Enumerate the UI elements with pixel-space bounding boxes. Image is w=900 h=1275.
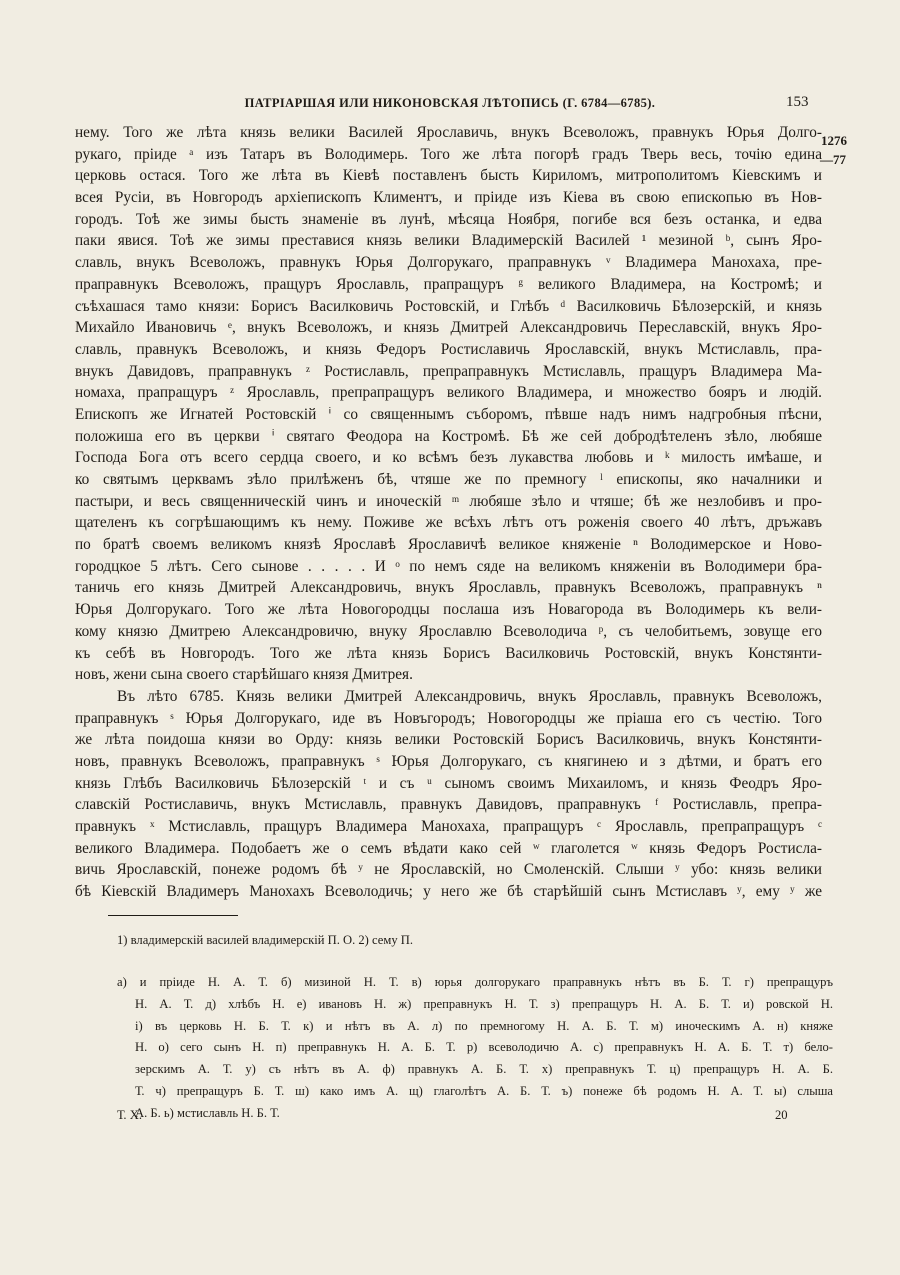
text-line: городъ. Тоѣ же зимы бысть знаменіе въ лунѣ, мѣсяца Ноября, погибе вся безъ останка, и едва bbox=[75, 210, 822, 228]
lettered-footnotes bbox=[117, 972, 833, 1125]
text-line: рукаго, пріиде ᵃ изъ Татаръ въ Володимерь. Того же лѣта погорѣ градъ Тверь весь, точію едина bbox=[75, 145, 822, 163]
text-line: церковь остася. Того же лѣта въ Кіевѣ поставленъ бысть Кириломъ, митрополитомъ Кіевскимъ и bbox=[75, 167, 822, 185]
numbered-footnotes: 1) владимерскій василей владимерскій П. О. 2) сему П. bbox=[117, 933, 414, 947]
volume-signature: Т. Х. bbox=[117, 1108, 142, 1122]
footnote-line: Н. о) сего сынъ Н. п) преправнукъ Н. А. Б. Т. р) всеволодичю А. с) преправнукъ Н. А. Б. Т. т) бело- bbox=[135, 1040, 833, 1055]
footnote-divider bbox=[108, 915, 238, 916]
text-line: Епископъ же Игнатей Ростовскій ⁱ со священнымъ съборомъ, пѣвше надъ нимъ надгробныя пѣсни, bbox=[75, 405, 822, 423]
text-line: всея Русіи, въ Новгородъ архіепископъ Климентъ, и пріиде изъ Кіева въ свою епископью въ Нов- bbox=[75, 189, 822, 207]
text-line: правнукъ ˣ Мстиславль, пращуръ Владимера Манохаха, прапращуръ ᶜ Ярославль, препрапращуръ ᶜ bbox=[75, 818, 822, 835]
text-line: праправнукъ Всеволожъ, пращуръ Ярославль, прапращуръ ᵍ великого Владимера, на Костромѣ; и bbox=[75, 275, 822, 293]
text-line: щателенъ къ согрѣшающимъ къ нему. Поживе же всѣхъ лѣтъ отъ роженія своего 40 лѣтъ, дръжавъ bbox=[75, 514, 822, 532]
text-line: новъ, правнукъ Всеволожъ, праправнукъ ˢ Юрья Долгорукаго, съ княгинею и з дѣтми, и братъ его bbox=[75, 752, 822, 770]
text-line: славскій Ростиславичь, внукъ Мстиславль, правнукъ Давидовъ, праправнукъ ᶠ Ростиславль, препра- bbox=[75, 796, 822, 814]
text-line: паки явися. Тоѣ же зимы преставися князь велики Владимерскій Василей ¹ мезиной ᵇ, сынъ Яро- bbox=[75, 232, 822, 250]
text-line: великого Владимера. Подобаетъ же о семъ вѣдати како сей ʷ глаголется ʷ князь Федоръ Ростисла- bbox=[75, 839, 822, 857]
footnote-line: Н. А. Т. д) хлѣбъ Н. е) ивановъ Н. ж) преправнукъ Н. Т. з) препращуръ Н. А. Б. Т. и) ровской Н. bbox=[135, 996, 833, 1011]
margin-year-77: —77 bbox=[820, 152, 846, 167]
text-line: съѣхашася тамо князи: Борисъ Василковичь Ростовскій, и Глѣбъ ᵈ Василковичь Бѣлозерскій, и князь bbox=[75, 297, 822, 315]
text-line: городцкое 5 лѣтъ. Сего сынове . . . . . И ᵒ по немъ сяде на великомъ княженіи въ Володимери бра- bbox=[75, 557, 822, 575]
text-line: къ себѣ въ Новгородъ. Того же лѣта князь Борисъ Василковичь Ростовскій, внукъ Констянти- bbox=[75, 644, 822, 662]
text-line: славль, внукъ Всеволожъ, правнукъ Юрья Долгорукаго, праправнукъ ᵛ Владимера Манохаха, пре- bbox=[75, 254, 822, 272]
running-title: ПАТРІАРШАЯ ИЛИ НИКОНОВСКАЯ ЛѢТОПИСЬ (Г. 6784—6785). bbox=[244, 96, 656, 110]
text-line: Господа Бога отъ всего сердца своего, и ко всѣмъ безъ лукавства любовь и ᵏ милость имѣаше, и bbox=[75, 449, 822, 467]
margin-year-1276: 1276 bbox=[821, 133, 847, 148]
text-line: Юрья Долгорукаго. Того же лѣта Новогородцы послаша изъ Новагорода въ Володимерь къ вели- bbox=[75, 601, 822, 619]
text-line: кому князю Дмитрею Александровичю, внуку Ярославлю Всеволодича ᵖ, съ челобитьемъ, зовуще его bbox=[75, 622, 822, 640]
text-line: ко святымъ церквамъ зѣло прилѣженъ бѣ, чтяше же по премногу ˡ епископы, яко началники и bbox=[75, 471, 822, 488]
text-line: положиша его въ церкви ⁱ святаго Феодора на Костромѣ. Бѣ же сей добродѣтеленъ зѣло, любяше bbox=[75, 427, 822, 445]
text-line: бѣ Кіевскій Владимеръ Манохахъ Всеволодичь; у него же бѣ старѣйшій сынъ Мстиславъ ʸ, ему ʸ же bbox=[75, 883, 822, 901]
footnote-line: зерскимъ А. Т. у) съ нѣтъ въ А. ф) правнукъ А. Б. Т. х) преправнукъ Т. ц) препращуръ Н. А. Б. bbox=[135, 1062, 833, 1077]
text-line: новъ, жени сына своего старѣйшаго князя Дмитрея. bbox=[75, 666, 413, 684]
sheet-number: 20 bbox=[775, 1108, 788, 1122]
main-text bbox=[75, 122, 822, 903]
text-line: праправнукъ ˢ Юрья Долгорукаго, иде въ Новъгородъ; Новогородцы же пріаша его съ честію. Того bbox=[75, 709, 822, 727]
text-line: номаха, прапращуръ ᶻ Ярославль, препрапращуръ великого Владимера, и множество бояръ и людій. bbox=[75, 384, 822, 402]
text-line: нему. Того же лѣта князь велики Василей Ярославичь, внукъ Всеволожъ, правнукъ Юрья Долго- bbox=[75, 124, 822, 141]
text-line: славль, правнукъ Всеволожъ, и князь Федоръ Ростиславичь Ярославскій, внукъ Мстиславль, пра- bbox=[75, 340, 822, 358]
page-number: 153 bbox=[786, 94, 809, 110]
text-line: пастыри, и весь священническій чинъ и иноческій ᵐ любяше зѣло и чтяше; бѣ же незлобивъ и про- bbox=[75, 492, 822, 510]
text-line: князь Глѣбъ Василковичь Бѣлозерскій ᵗ и съ ᵘ сыномъ своимъ Михаиломъ, и князь Феодръ Яро- bbox=[75, 774, 822, 792]
text-line: вичь Ярославскій, понеже родомъ бѣ ʸ не Ярославскій, но Смоленскій. Слыши ʸ убо: князь велики bbox=[75, 861, 822, 879]
footnote-line: А. Б. ь) мстиславль Н. Б. Т. bbox=[135, 1105, 280, 1120]
footnote-line: і) въ церковь Н. Б. Т. к) и нѣтъ въ А. л) по премногому Н. А. Б. Т. м) иноческимъ А. н) княже bbox=[135, 1018, 833, 1033]
text-line: внукъ Давидовъ, праправнукъ ᶻ Ростиславль, препраправнукъ Мстиславль, пращуръ Владимера Ма- bbox=[75, 362, 822, 380]
text-line: по братѣ своемъ великомъ князѣ Ярославѣ Ярославичѣ великое княженіе ⁿ Володимерское и Ново- bbox=[75, 536, 822, 554]
text-line: Михайло Ивановичь ᵉ, внукъ Всеволожъ, и князь Дмитрей Александровичь Переславскій, внукъ Яро- bbox=[75, 319, 822, 337]
text-line: же лѣта поидоша князи во Орду: князь велики Ростовскій Борисъ Василковичь, внукъ Констянти- bbox=[75, 731, 822, 749]
text-line: Въ лѣто 6785. Князь велики Дмитрей Александровичь, внукъ Ярославль, правнукъ Всеволожъ, bbox=[117, 687, 822, 705]
text-line: таничь его князь Дмитрей Александровичь, внукъ Ярославль, правнукъ Всеволожъ, праправнукъ ⁿ bbox=[75, 579, 822, 597]
footnote-line: Т. ч) препращуръ Б. Т. ш) како имъ А. щ) глаголѣтъ А. Б. Т. ъ) понеже бѣ родомъ Н. А. Т. ы) слыша bbox=[135, 1083, 833, 1098]
footnote-line: а) и пріиде Н. А. Т. б) мизиной Н. Т. в) юрья долгорукаго праправнукъ нѣтъ въ Б. Т. г) препращуръ bbox=[117, 975, 833, 989]
